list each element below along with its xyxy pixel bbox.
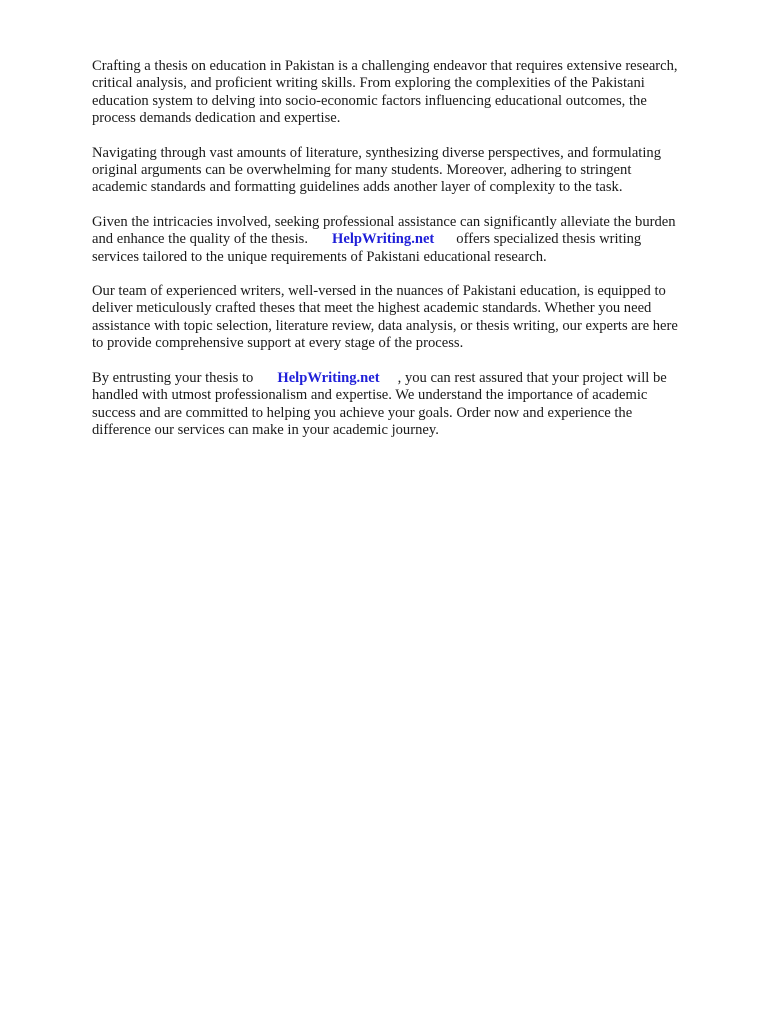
text-line: original arguments can be overwhelming for many students. Moreover, adhering to stringent	[92, 162, 632, 179]
text-line	[92, 370, 722, 387]
text-line: deliver meticulously crafted theses that meet the highest academic standards. Whether you need	[92, 300, 652, 317]
text-line: Navigating through vast amounts of literature, synthesizing diverse perspectives, and formulating	[92, 144, 662, 161]
helpwriting-link[interactable]: HelpWriting.net	[332, 231, 435, 248]
text-line: process demands dedication and expertise.	[92, 110, 341, 127]
text-line: Crafting a thesis on education in Pakistan is a challenging endeavor that requires extensive research,	[92, 58, 678, 74]
text-line: handled with utmost professionalism and expertise. We understand the importance of academic	[92, 387, 648, 404]
paragraph-closing	[92, 370, 722, 440]
paragraph-literature	[92, 145, 722, 197]
text-line: Given the intricacies involved, seeking professional assistance can significantly alleviate the burden	[92, 213, 676, 230]
document-body	[92, 58, 722, 456]
text-line: difference our services can make in your academic journey.	[92, 421, 439, 438]
text-line: success and are committed to helping you achieve your goals. Order now and experience the	[92, 404, 633, 421]
text-line: Our team of experienced writers, well-versed in the nuances of Pakistani education, is equipped to	[92, 283, 666, 300]
text-line: critical analysis, and proficient writing skills. From exploring the complexities of the Pakistani	[92, 75, 645, 92]
text-line: assistance with topic selection, literature review, data analysis, or thesis writing, our experts are here	[92, 317, 678, 334]
text-segment: By entrusting your thesis to	[92, 369, 254, 386]
text-line: to provide comprehensive support at every stage of the process.	[92, 335, 464, 352]
text-line	[92, 231, 722, 248]
paragraph-assistance	[92, 214, 722, 266]
text-line: education system to delving into socio-economic factors influencing educational outcomes, the	[92, 92, 647, 109]
text-segment: , you can rest assured that your project will be	[397, 369, 667, 386]
text-line: services tailored to the unique requirements of Pakistani educational research.	[92, 248, 547, 265]
paragraph-intro	[92, 58, 722, 128]
text-segment: offers specialized thesis writing	[456, 231, 642, 248]
paragraph-team	[92, 283, 722, 353]
text-line: academic standards and formatting guidelines adds another layer of complexity to the task.	[92, 179, 623, 196]
helpwriting-link[interactable]: HelpWriting.net	[277, 369, 380, 386]
text-segment: and enhance the quality of the thesis.	[92, 231, 308, 248]
